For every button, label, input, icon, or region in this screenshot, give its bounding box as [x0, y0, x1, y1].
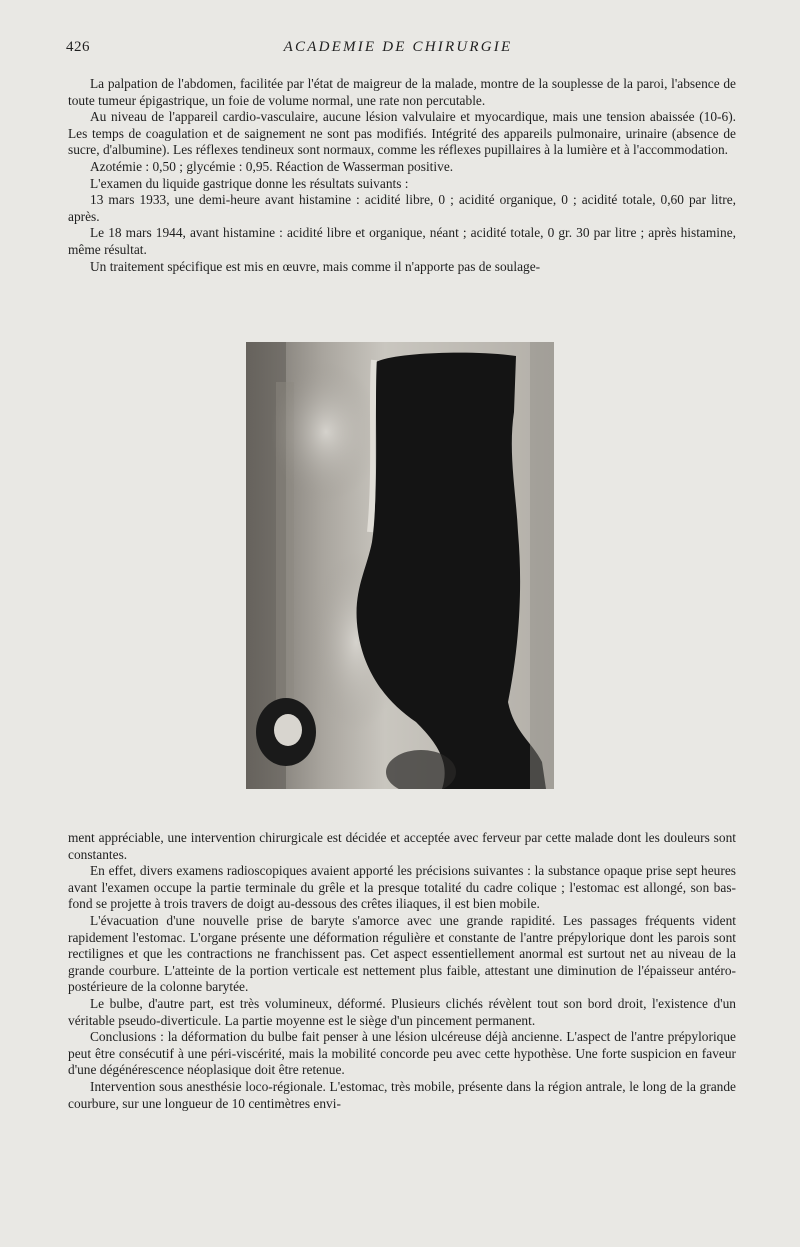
paragraph: L'examen du liquide gastrique donne les résultats suivants :	[90, 175, 409, 191]
body-text-top	[68, 76, 736, 275]
paragraph: 13 mars 1933, une demi-heure avant histamine : acidité libre, 0 ; acidité organique, 0 ; acidité totale, 0,60 par litre, après.	[68, 192, 736, 224]
paragraph: Conclusions : la déformation du bulbe fait penser à une lésion ulcéreuse déjà ancienne. L'aspect de l'antre prépylorique peut être consécutif à une péri-viscérité, mais la mobilité concorde peu avec cette hypothèse. Une forte suspicion en faveur d'une dégénérescence néoplasique doit être retenue.	[68, 1029, 736, 1078]
radiograph-image	[246, 342, 554, 789]
paragraph: Intervention sous anesthésie loco-régionale. L'estomac, très mobile, présente dans la région antrale, le long de la grande courbure, sur une longueur de 10 centimètres envi-	[68, 1078, 736, 1111]
radiograph-figure	[246, 342, 554, 789]
paragraph: Le bulbe, d'autre part, est très volumineux, déformé. Plusieurs clichés révèlent tout son bord droit, l'existence d'un véritable pseudo-diverticule. La partie moyenne est le siège d'un pincement permanent.	[68, 995, 736, 1028]
paragraph: La palpation de l'abdomen, facilitée par l'état de maigreur de la malade, montre de la souplesse de la paroi, l'absence de toute tumeur épigastrique, un foie de volume normal, une rate non percutable.	[68, 76, 736, 108]
body-text-bottom	[68, 830, 736, 1112]
running-header	[66, 39, 730, 59]
paragraph: Un traitement spécifique est mis en œuvre, mais comme il n'apporte pas de soulage-	[90, 258, 541, 274]
paragraph: L'évacuation d'une nouvelle prise de baryte s'amorce avec une grande rapidité. Les passages fréquents vident rapidement l'estomac. L'organe présente une déformation régulière et constante de l'antre prépylorique dont les parois sont rectilignes et que les contractions ne franchissent pas. Cet aspect essentiellement anormal est surtout net au niveau de la grande courbure. L'atteinte de la portion verticale est nettement plus faible, attestant une diminution de l'épaisseur antéro-postérieure de la colonne barytée.	[68, 912, 736, 995]
paragraph: ment appréciable, une intervention chirurgicale est décidée et acceptée avec ferveur par cette malade dont les douleurs sont constantes.	[68, 830, 736, 862]
paragraph: Azotémie : 0,50 ; glycémie : 0,95. Réaction de Wasserman positive.	[90, 158, 454, 174]
page-number: 426	[66, 39, 90, 55]
paragraph: Le 18 mars 1944, avant histamine : acidité libre et organique, néant ; acidité totale, 0 gr. 30 par litre ; après histamine, même résultat.	[68, 225, 736, 257]
journal-title: ACADEMIE DE CHIRURGIE	[283, 39, 513, 55]
paragraph: En effet, divers examens radioscopiques avaient apporté les précisions suivantes : la substance opaque prise sept heures avant l'examen occupe la partie terminale du grêle et la presque totalité du cadre colique ; l'estomac est allongé, son bas-fond se projette à trois travers de doigt au-dessous des crêtes iliaques, il est bien mobile.	[68, 863, 736, 912]
paragraph: Au niveau de l'appareil cardio-vasculaire, aucune lésion valvulaire et myocardique, mais une tension abaissée (10-6). Les temps de coagulation et de saignement ne sont pas modifiés. Intégrité des appareils pulmonaire, urinaire (absence de sucre, d'albumine). Les réflexes tendineux sont normaux, comme les réflexes pupillaires à la lumière et à l'accommodation.	[68, 109, 736, 158]
